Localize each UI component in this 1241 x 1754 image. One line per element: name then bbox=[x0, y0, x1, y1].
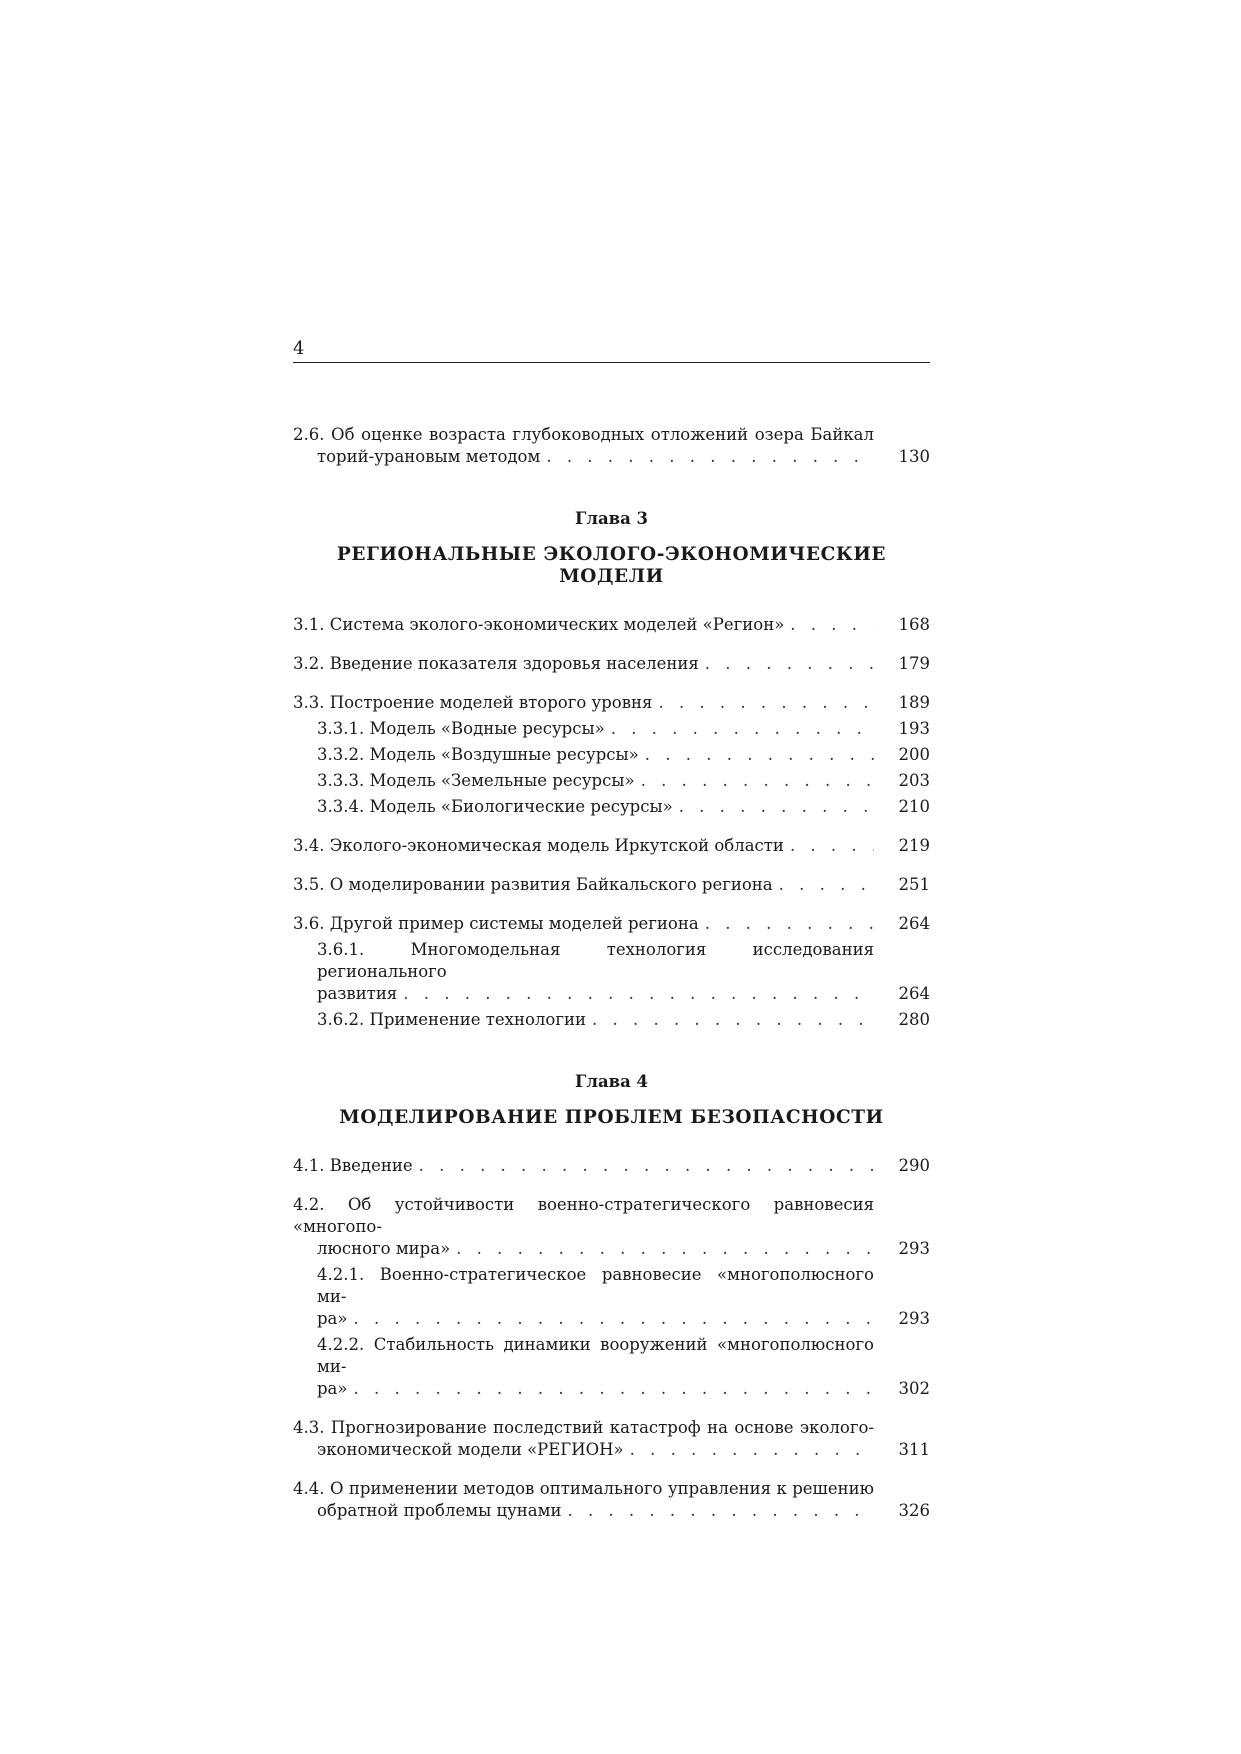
toc-page-number: 311 bbox=[898, 1440, 930, 1459]
toc-entry-text-cont: ра» bbox=[317, 1379, 348, 1398]
toc-page-number: 326 bbox=[898, 1501, 930, 1520]
toc-page-number: 302 bbox=[898, 1379, 930, 1398]
leader-dots bbox=[403, 983, 874, 1005]
toc-entry-3-6-2[interactable] bbox=[317, 1009, 930, 1031]
toc-page-number: 219 bbox=[898, 836, 930, 855]
toc-page-number: 251 bbox=[898, 875, 930, 894]
toc-page-number: 293 bbox=[898, 1239, 930, 1258]
toc-entry-text: 4.2. Об устойчивости военно-стратегического равновесия «многопо- bbox=[293, 1195, 874, 1236]
toc-entry-text: 3.3.2. Модель «Воздушные ресурсы» bbox=[317, 745, 639, 764]
toc-entry-text: 4.2.1. Военно-стратегическое равновесие «многополюсного ми- bbox=[317, 1265, 874, 1306]
chapter-label: Глава 4 bbox=[574, 1072, 649, 1091]
toc-entry-text: 4.1. Введение bbox=[293, 1156, 413, 1175]
leader-dots bbox=[592, 1009, 874, 1031]
toc-page-number: 193 bbox=[898, 719, 930, 738]
toc-entry-text: 4.2.2. Стабильность динамики вооружений «многополюсного ми- bbox=[317, 1335, 874, 1376]
toc-entry-text: 3.3.4. Модель «Биологические ресурсы» bbox=[317, 797, 673, 816]
leader-dots bbox=[658, 692, 874, 714]
toc-page-number: 130 bbox=[898, 447, 930, 466]
toc-entry-text: 4.4. О применении методов оптимального управления к решению bbox=[293, 1479, 874, 1498]
toc-entry-text: 3.6. Другой пример системы моделей региона bbox=[293, 914, 699, 933]
chapter-title: МОДЕЛИРОВАНИЕ ПРОБЛЕМ БЕЗОПАСНОСТИ bbox=[339, 1107, 884, 1128]
toc-page-number: 293 bbox=[898, 1309, 930, 1328]
toc-entry-text: 3.3.1. Модель «Водные ресурсы» bbox=[317, 719, 605, 738]
chapter-title-line: РЕГИОНАЛЬНЫЕ ЭКОЛОГО-ЭКОНОМИЧЕСКИЕ bbox=[336, 544, 887, 565]
chapter-title-line: МОДЕЛИ bbox=[559, 566, 664, 587]
toc-entry-text-cont: обратной проблемы цунами bbox=[317, 1501, 562, 1520]
toc-entry-3-4[interactable] bbox=[293, 835, 930, 857]
toc-entry-4-3[interactable] bbox=[293, 1417, 930, 1461]
toc-entry-3-2[interactable] bbox=[293, 653, 930, 675]
toc-page-number: 290 bbox=[898, 1156, 930, 1175]
leader-dots bbox=[630, 1439, 874, 1461]
chapter-3-heading bbox=[293, 508, 930, 588]
chapter-label: Глава 3 bbox=[574, 509, 649, 528]
toc-entry-text: 3.3. Построение моделей второго уровня bbox=[293, 693, 653, 712]
leader-dots bbox=[611, 718, 874, 740]
leader-dots bbox=[679, 796, 874, 818]
leader-dots bbox=[546, 446, 874, 468]
leader-dots bbox=[419, 1155, 874, 1177]
toc-entry-text: 4.3. Прогнозирование последствий катастроф на основе эколого- bbox=[293, 1418, 874, 1437]
leader-dots bbox=[790, 835, 874, 857]
toc-entry-text: 3.1. Система эколого-экономических моделей «Регион» bbox=[293, 615, 785, 634]
toc-entry-text-cont: люсного мира» bbox=[317, 1239, 451, 1258]
toc-entry-text: 3.4. Эколого-экономическая модель Иркутской области bbox=[293, 836, 784, 855]
toc-entry-text: 2.6. Об оценке возраста глубоководных отложений озера Байкал bbox=[293, 425, 874, 444]
toc-page-number: 264 bbox=[898, 984, 930, 1003]
toc-page-number: 210 bbox=[898, 797, 930, 816]
leader-dots bbox=[705, 653, 874, 675]
header-rule bbox=[293, 362, 930, 363]
toc-entry-4-1[interactable] bbox=[293, 1155, 930, 1177]
leader-dots bbox=[645, 744, 874, 766]
toc-entry-4-4[interactable] bbox=[293, 1478, 930, 1522]
toc-entry-3-6[interactable] bbox=[293, 913, 930, 935]
toc-page-number: 200 bbox=[898, 745, 930, 764]
toc-page-number: 189 bbox=[898, 693, 930, 712]
toc-entry-text: 3.5. О моделировании развития Байкальского региона bbox=[293, 875, 773, 894]
leader-dots bbox=[779, 874, 874, 896]
toc-entry-3-3[interactable] bbox=[293, 692, 930, 714]
toc-page-number: 179 bbox=[898, 654, 930, 673]
toc-page-number: 280 bbox=[898, 1010, 930, 1029]
toc-entry-text: 3.6.2. Применение технологии bbox=[317, 1010, 586, 1029]
leader-dots bbox=[354, 1378, 875, 1400]
chapter-title bbox=[293, 544, 930, 588]
toc-entry-3-6-1[interactable] bbox=[317, 939, 930, 1005]
toc-entry-text-cont: торий-урановым методом bbox=[317, 447, 541, 466]
chapter-4-heading bbox=[293, 1071, 930, 1129]
toc-entry-text: 3.2. Введение показателя здоровья населения bbox=[293, 654, 699, 673]
toc-entry-3-3-4[interactable] bbox=[317, 796, 930, 818]
toc-page-number: 264 bbox=[898, 914, 930, 933]
toc-entry-2-6[interactable] bbox=[293, 424, 930, 468]
leader-dots bbox=[456, 1238, 874, 1260]
toc-entry-text-cont: экономической модели «РЕГИОН» bbox=[317, 1440, 624, 1459]
toc-entry-4-2[interactable] bbox=[293, 1194, 930, 1260]
leader-dots bbox=[567, 1500, 874, 1522]
toc-page-number: 203 bbox=[898, 771, 930, 790]
toc-entry-text-cont: ра» bbox=[317, 1309, 348, 1328]
toc-entry-3-1[interactable] bbox=[293, 614, 930, 636]
page-number: 4 bbox=[293, 338, 305, 359]
toc-entry-4-2-2[interactable] bbox=[317, 1334, 930, 1400]
toc-entry-text: 3.3.3. Модель «Земельные ресурсы» bbox=[317, 771, 635, 790]
toc-page-number: 168 bbox=[898, 615, 930, 634]
leader-dots bbox=[705, 913, 874, 935]
toc-entry-text: 3.6.1. Многомодельная технология исследования регионального bbox=[317, 940, 874, 981]
leader-dots bbox=[354, 1308, 875, 1330]
leader-dots bbox=[641, 770, 874, 792]
toc-entry-4-2-1[interactable] bbox=[317, 1264, 930, 1330]
toc-entry-3-5[interactable] bbox=[293, 874, 930, 896]
toc-entry-text-cont: развития bbox=[317, 984, 398, 1003]
leader-dots bbox=[790, 614, 874, 636]
toc-entry-3-3-2[interactable] bbox=[317, 744, 930, 766]
toc-entry-3-3-1[interactable] bbox=[317, 718, 930, 740]
toc-entry-3-3-3[interactable] bbox=[317, 770, 930, 792]
table-of-contents bbox=[293, 424, 930, 1539]
